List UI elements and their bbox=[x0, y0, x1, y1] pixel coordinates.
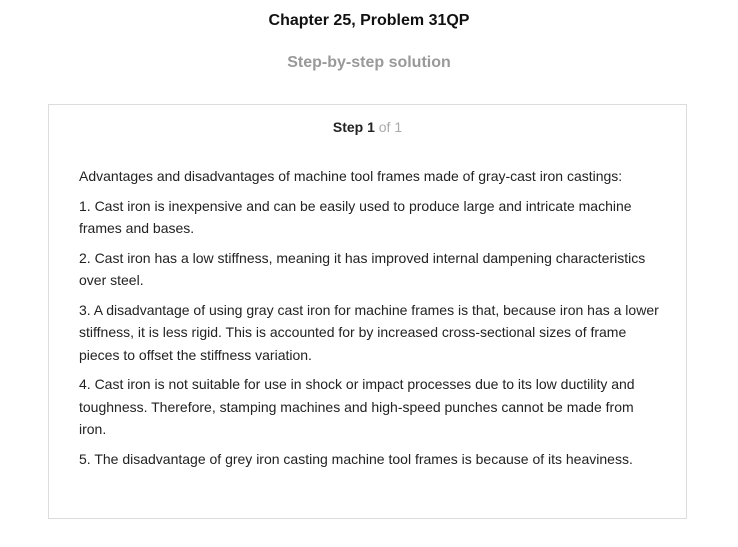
solution-point-1: 1. Cast iron is inexpensive and can be easily used to produce large and intricate machine frames and bases. bbox=[79, 197, 632, 236]
step-total: of 1 bbox=[378, 119, 403, 135]
solution-point-2: 2. Cast iron has a low stiffness, meaning it has improved internal dampening characteristics over steel. bbox=[79, 249, 646, 288]
step-indicator bbox=[49, 118, 686, 136]
solution-point-3: 3. A disadvantage of using gray cast iron for machine frames is that, because iron has a lower stiffness, it is less rigid. This is accounted for by increased cross-sectional sizes of frame pieces to offset the stiffness variation. bbox=[79, 301, 659, 363]
solution-content bbox=[79, 165, 659, 477]
solution-point-4: 4. Cast iron is not suitable for use in shock or impact processes due to its low ductility and toughness. Therefore, stamping machines and high-speed punches cannot be made from iron. bbox=[79, 376, 635, 437]
solution-point-5: 5. The disadvantage of grey iron casting machine tool frames is because of its heaviness. bbox=[79, 450, 633, 467]
solution-card bbox=[48, 104, 687, 519]
step-label: Step 1 bbox=[332, 119, 375, 135]
page-title: Chapter 25, Problem 31QP bbox=[268, 12, 470, 29]
solution-subtitle: Step-by-step solution bbox=[287, 54, 451, 71]
solution-intro: Advantages and disadvantages of machine tool frames made of gray-cast iron castings: bbox=[79, 168, 623, 184]
